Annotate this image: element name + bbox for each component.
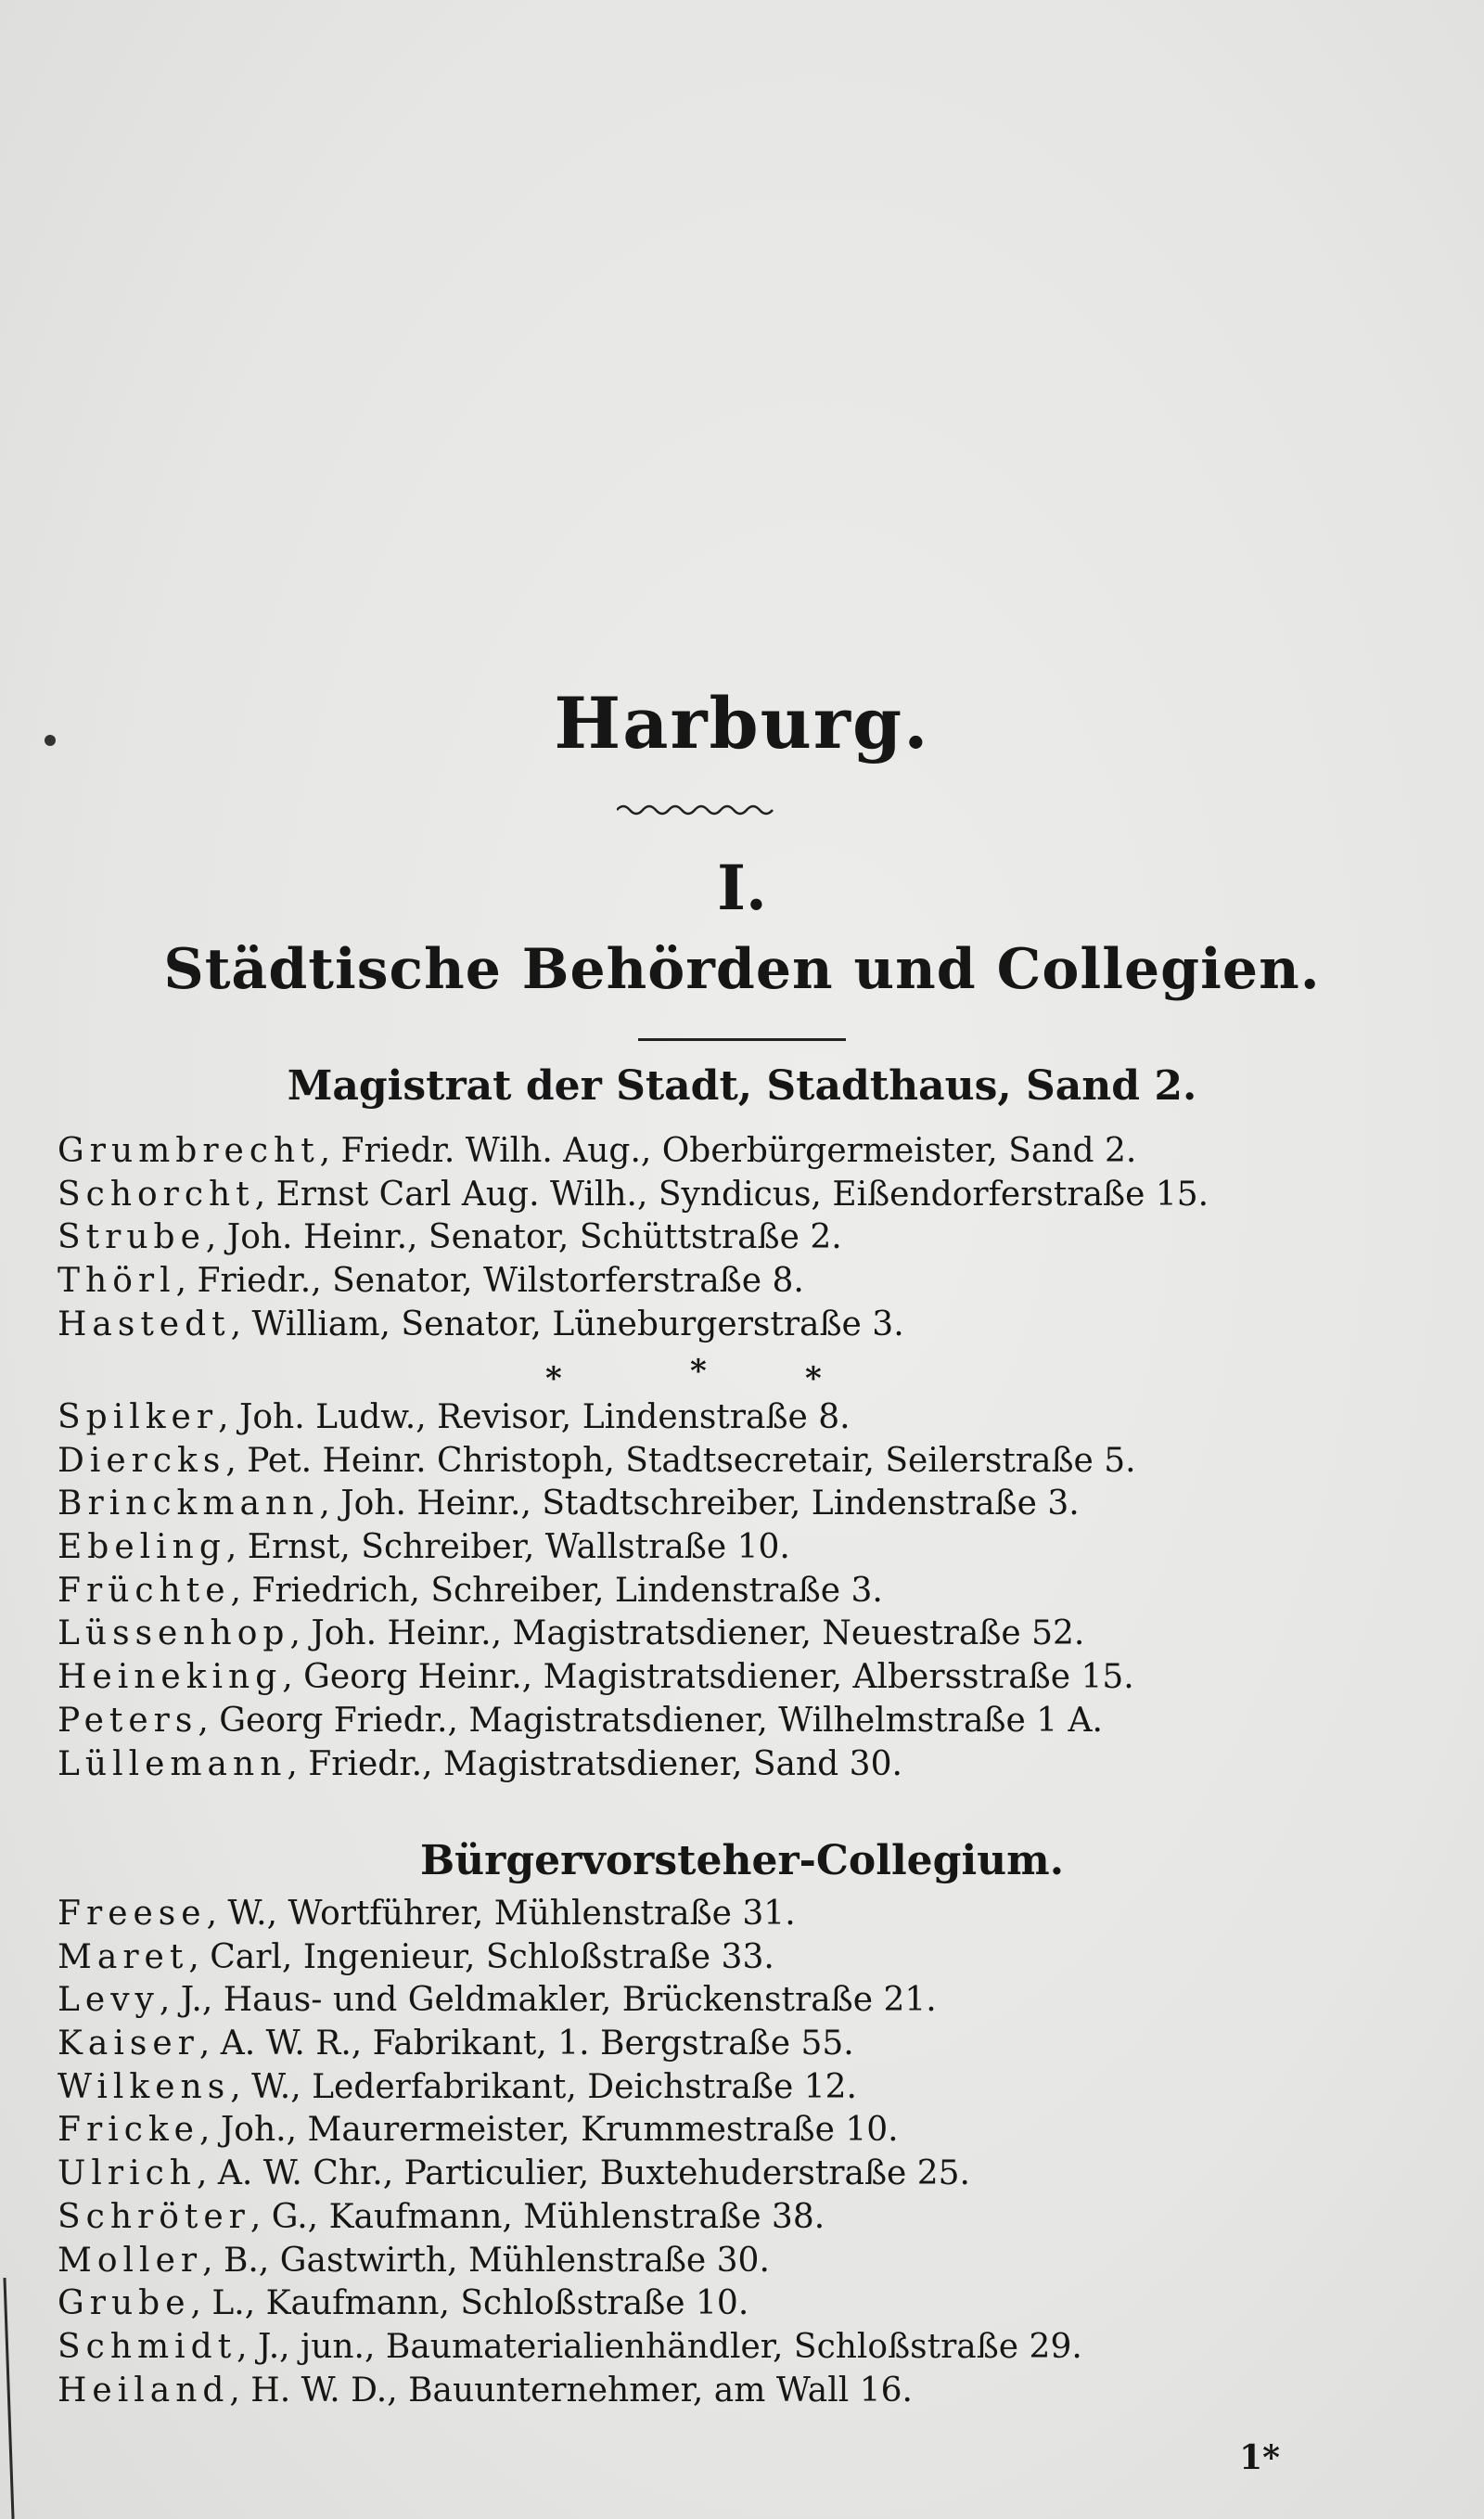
list-item xyxy=(58,2240,1082,2283)
list-item xyxy=(58,2066,1082,2110)
list-item xyxy=(58,1440,1136,1484)
list-item xyxy=(58,1613,1136,1656)
separator-star: * xyxy=(545,1360,562,1397)
entry-name: Ebeling xyxy=(58,1528,226,1567)
entry-details: , Ernst, Schreiber, Wallstraße 10. xyxy=(225,1528,790,1567)
entry-name: Lüssenhop xyxy=(58,1614,290,1653)
entry-details: , Joh., Maurermeister, Krummestraße 10. xyxy=(198,2111,899,2150)
entry-details: , W., Lederfabrikant, Deichstraße 12. xyxy=(230,2067,857,2106)
entry-details: , Joh. Ludw., Revisor, Lindenstraße 8. xyxy=(218,1398,851,1436)
entry-name: Schröter xyxy=(58,2197,250,2236)
list-item xyxy=(58,1526,1136,1570)
entry-details: , H. W. D., Bauunternehmer, am Wall 16. xyxy=(229,2371,913,2410)
entry-name: Kaiser xyxy=(58,2024,199,2063)
signature-mark: 1* xyxy=(1239,2438,1280,2477)
list-item xyxy=(58,2153,1082,2196)
entry-name: Moller xyxy=(58,2241,203,2280)
list-item xyxy=(58,2109,1082,2153)
list-item xyxy=(58,1656,1136,1700)
list-item xyxy=(58,1174,1209,1217)
entry-details: , Friedr., Senator, Wilstorferstraße 8. xyxy=(175,1262,804,1301)
entry-name: Ulrich xyxy=(58,2154,197,2193)
entry-details: , Friedr., Magistratsdiener, Sand 30. xyxy=(287,1744,902,1783)
entry-name: Lüllemann xyxy=(58,1744,288,1783)
entry-name: Grumbrecht xyxy=(58,1132,320,1170)
entry-name: Heineking xyxy=(58,1658,283,1697)
entry-name: Schmidt xyxy=(58,2327,237,2366)
section-number: I. xyxy=(717,852,767,924)
entry-name: Schorcht xyxy=(58,1175,255,1214)
entry-details: , Carl, Ingenieur, Schloßstraße 33. xyxy=(188,1937,774,1976)
entry-details: , Georg Heinr., Magistratsdiener, Albersstraße 15. xyxy=(282,1658,1134,1697)
list-item xyxy=(58,2370,1082,2413)
entry-name: Levy xyxy=(58,1981,160,2020)
list-item xyxy=(58,2326,1082,2370)
entry-details: , G., Kaufmann, Mühlenstraße 38. xyxy=(249,2197,825,2236)
entry-details: , Georg Friedr., Magistratsdiener, Wilhelmstraße 1 A. xyxy=(198,1701,1103,1740)
list-item xyxy=(58,2196,1082,2240)
list-item xyxy=(58,1483,1136,1526)
entry-details: , J., jun., Baumaterialienhändler, Schloßstraße 29. xyxy=(237,2327,1082,2366)
entry-name: Diercks xyxy=(58,1441,226,1480)
entry-name: Grube xyxy=(58,2284,191,2323)
entry-details: , Joh. Heinr., Stadtschreiber, Lindenstraße 3. xyxy=(319,1484,1080,1523)
entry-details: , Pet. Heinr. Christoph, Stadtsecretair, Seilerstraße 5. xyxy=(225,1441,1136,1480)
entry-details: , W., Wortführer, Mühlenstraße 31. xyxy=(206,1895,796,1933)
entry-details: , J., Haus- und Geldmakler, Brückenstraße 21. xyxy=(159,1981,937,2020)
list-item xyxy=(58,1893,1082,1936)
list-item xyxy=(58,1936,1082,1980)
list-item xyxy=(58,1130,1209,1174)
entry-name: Maret xyxy=(58,1937,189,1976)
section-title: Städtische Behörden und Collegien. xyxy=(163,937,1321,1002)
entry-name: Freese xyxy=(58,1895,207,1933)
list-item xyxy=(58,1743,1136,1787)
list-item xyxy=(58,1979,1082,2023)
entry-details: , Joh. Heinr., Magistratsdiener, Neuestraße 52. xyxy=(289,1614,1085,1653)
entry-name: Spilker xyxy=(58,1398,219,1436)
wavy-ornament xyxy=(617,803,774,817)
divider-rule xyxy=(638,1038,846,1041)
magistrat-list xyxy=(58,1130,1209,1346)
separator-star: * xyxy=(690,1353,707,1390)
separator-star: * xyxy=(805,1360,822,1397)
entry-name: Wilkens xyxy=(58,2067,231,2106)
list-item xyxy=(58,1216,1209,1260)
group-heading-buergervorsteher: Bürgervorsteher-Collegium. xyxy=(419,1837,1065,1884)
list-item xyxy=(58,1396,1136,1440)
separator-stars xyxy=(0,1353,1484,1397)
list-item xyxy=(58,1304,1209,1347)
entry-details: , A. W. R., Fabrikant, 1. Bergstraße 55. xyxy=(198,2024,854,2063)
entry-name: Heiland xyxy=(58,2371,230,2410)
entry-details: , Friedrich, Schreiber, Lindenstraße 3. xyxy=(230,1571,883,1610)
group-heading-magistrat: Magistrat der Stadt, Stadthaus, Sand 2. xyxy=(287,1062,1197,1110)
list-item xyxy=(58,2023,1082,2066)
entry-name: Peters xyxy=(58,1701,198,1740)
page-edge-mark xyxy=(3,2278,14,2519)
list-item xyxy=(58,1260,1209,1304)
entry-name: Brinckmann xyxy=(58,1484,320,1523)
entry-name: Thörl xyxy=(58,1262,176,1301)
entry-details: , Friedr. Wilh. Aug., Oberbürgermeister, Sand 2. xyxy=(319,1132,1137,1170)
entry-name: Strube xyxy=(58,1218,206,1257)
buergervorsteher-list xyxy=(58,1893,1082,2412)
list-item xyxy=(58,1570,1136,1613)
entry-name: Hastedt xyxy=(58,1304,231,1343)
list-item xyxy=(58,2282,1082,2326)
list-item xyxy=(58,1700,1136,1743)
entry-name: Früchte xyxy=(58,1571,231,1610)
entry-details: , William, Senator, Lüneburgerstraße 3. xyxy=(230,1304,904,1343)
entry-details: , B., Gastwirth, Mühlenstraße 30. xyxy=(202,2241,770,2280)
entry-details: , A. W. Chr., Particulier, Buxtehuderstraße 25. xyxy=(196,2154,971,2193)
entry-details: , L., Kaufmann, Schloßstraße 10. xyxy=(190,2284,749,2323)
page-title: Harburg. xyxy=(554,682,930,765)
staff-list xyxy=(58,1396,1136,1786)
entry-name: Fricke xyxy=(58,2111,199,2150)
entry-details: , Joh. Heinr., Senator, Schüttstraße 2. xyxy=(205,1218,842,1257)
entry-details: , Ernst Carl Aug. Wilh., Syndicus, Eißendorferstraße 15. xyxy=(254,1175,1209,1214)
